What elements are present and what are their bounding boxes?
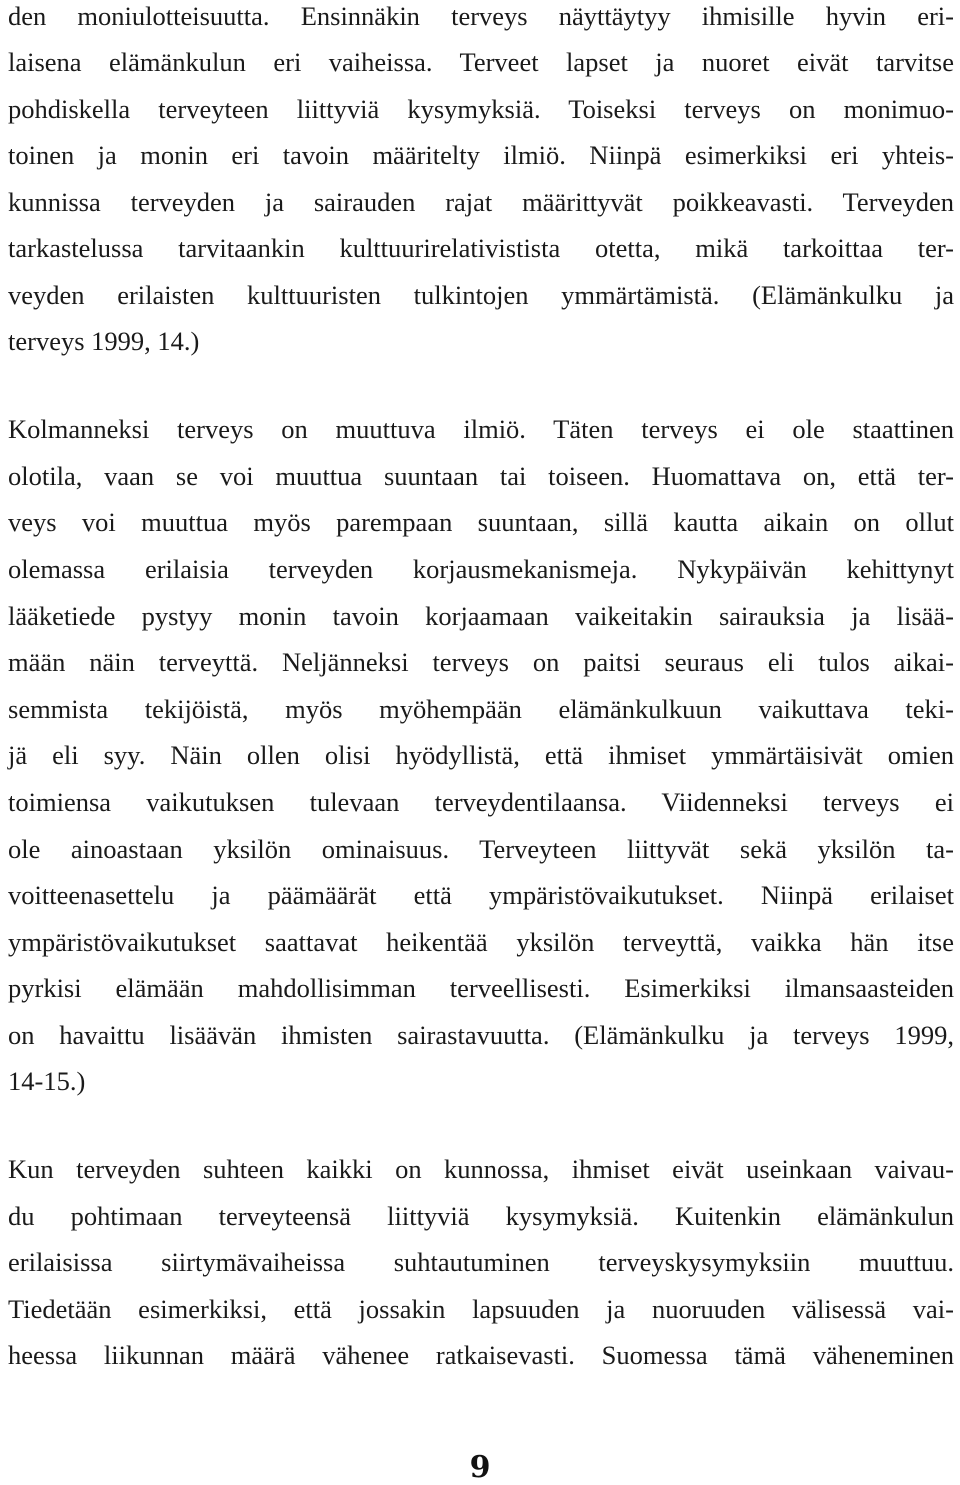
text-line: veyden erilaisten kulttuuristen tulkintojen ymmärtämistä. (Elämänkulku ja	[8, 280, 954, 310]
text-line: olemassa erilaisia terveyden korjausmekanismeja. Nykypäivän kehittynyt	[8, 554, 954, 584]
text-line: terveys 1999, 14.)	[8, 326, 200, 356]
text-line: ole ainoastaan yksilön ominaisuus. Terveyteen liittyvät sekä yksilön ta-	[8, 834, 954, 864]
page-number: 9	[469, 1450, 491, 1485]
text-line: erilaisissa siirtymävaiheissa suhtautuminen terveyskysymyksiin muuttuu.	[8, 1247, 954, 1277]
text-line: voitteenasettelu ja päämäärät että ympäristövaikutukset. Niinpä erilaiset	[8, 880, 954, 910]
text-line: Tiedetään esimerkiksi, että jossakin lapsuuden ja nuoruuden välisessä vai-	[8, 1294, 954, 1324]
text-line: laisena elämänkulun eri vaiheissa. Terveet lapset ja nuoret eivät tarvitse	[8, 47, 954, 77]
text-line: toinen ja monin eri tavoin määritelty ilmiö. Niinpä esimerkiksi eri yhteis-	[8, 140, 954, 170]
text-line: Kolmanneksi terveys on muuttuva ilmiö. Täten terveys ei ole staattinen	[8, 414, 954, 444]
text-line: lääketiede pystyy monin tavoin korjaamaan vaikeitakin sairauksia ja lisää-	[8, 601, 954, 631]
text-line: mään näin terveyttä. Neljänneksi terveys on paitsi seuraus eli tulos aikai-	[8, 647, 954, 677]
text-line: semmista tekijöistä, myös myöhempään elämänkulkuun vaikuttava teki-	[8, 694, 954, 724]
text-line: den moniulotteisuutta. Ensinnäkin terveys näyttäytyy ihmisille hyvin eri-	[8, 1, 954, 31]
text-line: pyrkisi elämään mahdollisimman terveellisesti. Esimerkiksi ilmansaasteiden	[8, 973, 954, 1003]
text-line: kunnissa terveyden ja sairauden rajat määrittyvät poikkeavasti. Terveyden	[8, 187, 954, 217]
text-line: heessa liikunnan määrä vähenee ratkaisevasti. Suomessa tämä väheneminen	[8, 1340, 954, 1370]
text-line: du pohtimaan terveyteensä liittyviä kysymyksiä. Kuitenkin elämänkulun	[8, 1201, 954, 1231]
text-line: on havaittu lisäävän ihmisten sairastavuutta. (Elämänkulku ja terveys 1999,	[8, 1020, 954, 1050]
text-line: 14-15.)	[8, 1066, 86, 1096]
text-line: toimiensa vaikutuksen tulevaan terveydentilaansa. Viidenneksi terveys ei	[8, 787, 954, 817]
text-line: Kun terveyden suhteen kaikki on kunnossa, ihmiset eivät useinkaan vaivau-	[8, 1154, 954, 1184]
text-line: olotila, vaan se voi muuttua suuntaan tai toiseen. Huomattava on, että ter-	[8, 461, 954, 491]
text-line: jä eli syy. Näin ollen olisi hyödyllistä, että ihmiset ymmärtäisivät omien	[8, 740, 954, 770]
text-line: pohdiskella terveyteen liittyviä kysymyksiä. Toiseksi terveys on monimuo-	[8, 94, 954, 124]
text-line: tarkastelussa tarvitaankin kulttuurirelativistista otetta, mikä tarkoittaa ter-	[8, 233, 954, 263]
text-line: veys voi muuttua myös parempaan suuntaan, sillä kautta aikain on ollut	[8, 507, 954, 537]
text-line: ympäristövaikutukset saattavat heikentää yksilön terveyttä, vaikka hän itse	[8, 927, 954, 957]
